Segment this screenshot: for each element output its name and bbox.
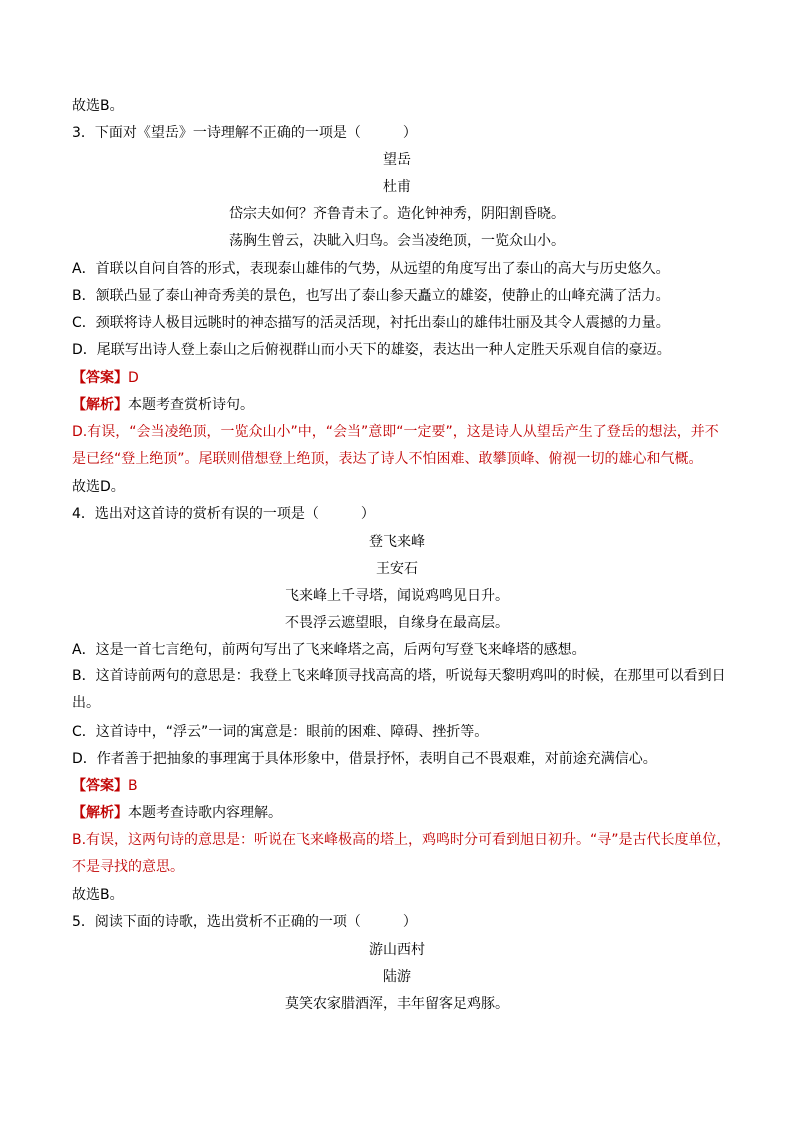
poem-author: 王安石: [376, 561, 418, 577]
analysis-text: 本题考查赏析诗句。: [128, 397, 254, 413]
poem-line: 不畏浮云遮望眼，自缘身在最高层。: [285, 615, 509, 631]
option-b: B．颔联凸显了泰山神奇秀美的景色，也写出了泰山参天矗立的雄姿，使静止的山峰充满了活力。: [72, 288, 670, 304]
question-4-stem: 4．选出对这首诗的赏析有误的一项是（ ）: [72, 506, 375, 522]
analysis-tag: 【解析】: [72, 805, 128, 821]
answer-tag: 【答案】: [72, 778, 128, 794]
option-d: D．作者善于把抽象的事理寓于具体形象中，借景抒怀，表明自己不畏艰难，对前途充满信心。: [72, 751, 657, 767]
question-5-stem: 5．阅读下面的诗歌，选出赏析不正确的一项（ ）: [72, 914, 417, 930]
poem-line: 荡胸生曾云，决眦入归鸟。会当凌绝顶，一览众山小。: [229, 233, 565, 249]
question-3-stem: 3．下面对《望岳》一诗理解不正确的一项是（ ）: [72, 125, 417, 141]
text-line: 故选B。: [72, 98, 124, 114]
text-line: 故选D。: [72, 479, 125, 495]
answer-line: [72, 777, 732, 795]
poem-line: 飞来峰上千寻塔，闻说鸡鸣见日升。: [285, 588, 509, 604]
poem-author: 杜甫: [383, 179, 411, 195]
analysis-text: 本题考查诗歌内容理解。: [128, 805, 282, 821]
analysis-line: [72, 804, 732, 822]
option-b: B．这首诗前两句的意思是：我登上飞来峰顶寻找高高的塔，听说每天黎明鸡叫的时候，在那里可以看到日出。: [72, 668, 726, 711]
poem-line: 莫笑农家腊酒浑，丰年留客足鸡豚。: [285, 996, 509, 1012]
text-line: 故选B。: [72, 887, 124, 903]
option-c: C．颈联将诗人极目远眺时的神态描写的活灵活现，衬托出泰山的雄伟壮丽及其令人震撼的力量。: [72, 315, 670, 331]
poem-line: 岱宗夫如何？齐鲁青未了。造化钟神秀，阴阳割昏晓。: [229, 206, 565, 222]
analysis-tag: 【解析】: [72, 397, 128, 413]
poem-title: 登飞来峰: [369, 534, 425, 550]
answer-line: [72, 369, 732, 387]
analysis-line: [72, 396, 732, 414]
option-a: A．首联以自问自答的形式，表现泰山雄伟的气势，从远望的角度写出了泰山的高大与历史悠久。: [72, 261, 670, 277]
poem-title: 望岳: [383, 152, 411, 168]
option-c: C．这首诗中，“浮云”一词的寓意是：眼前的困难、障碍、挫折等。: [72, 724, 489, 740]
analysis-detail: B.有误，这两句诗的意思是：听说在飞来峰极高的塔上，鸡鸣时分可看到旭日初升。“寻”是古代长度单位，不是寻找的意思。: [72, 832, 731, 875]
answer-tag: 【答案】: [72, 370, 128, 386]
answer-value: D: [128, 370, 139, 386]
answer-value: B: [128, 778, 138, 794]
option-d: D．尾联写出诗人登上泰山之后俯视群山而小天下的雄姿，表达出一种人定胜天乐观自信的豪迈。: [72, 342, 671, 358]
option-a: A．这是一首七言绝句，前两句写出了飞来峰塔之高，后两句写登飞来峰塔的感想。: [72, 642, 586, 658]
poem-author: 陆游: [383, 969, 411, 985]
poem-title: 游山西村: [369, 942, 425, 958]
analysis-detail: D.有误，“会当凌绝顶，一览众山小”中，“会当”意即“一定要”，这是诗人从望岳产生了登岳的想法，并不是已经“登上绝顶”。尾联则借想登上绝顶，表达了诗人不怕困难、敢攀顶峰、俯视一切的雄心和气概。: [72, 424, 719, 467]
